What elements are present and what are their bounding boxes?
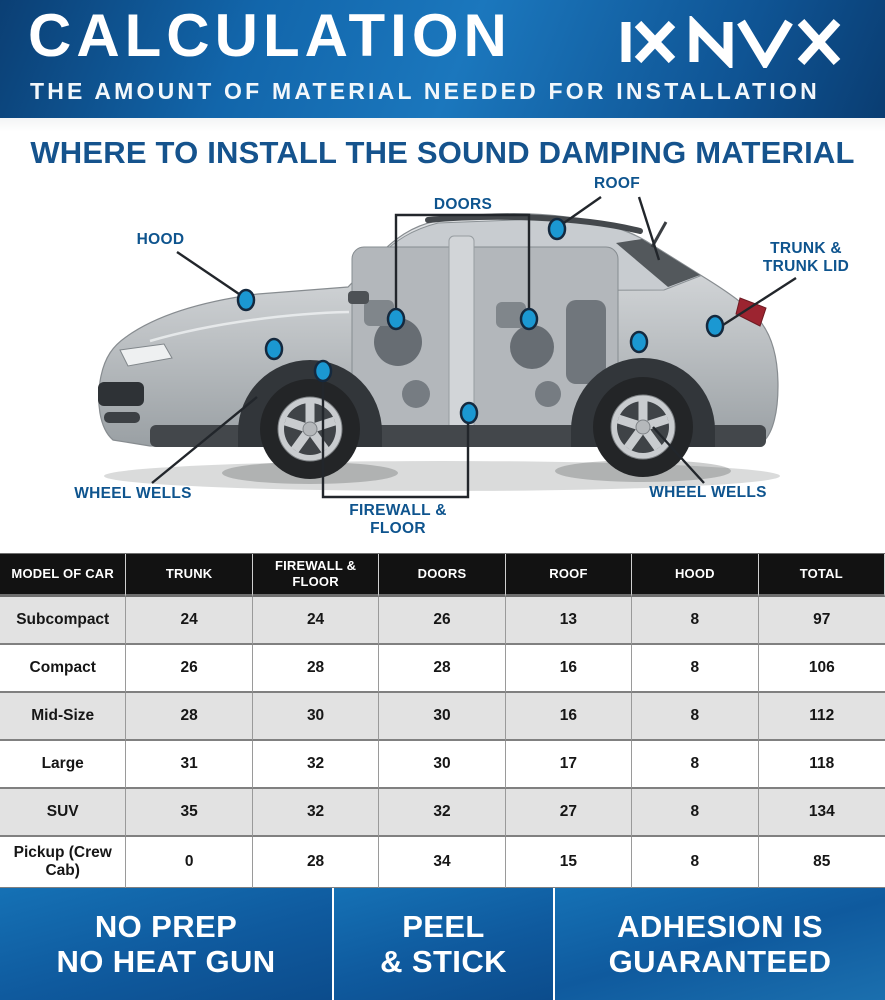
table-cell: 24 — [253, 597, 379, 645]
callout-label-firewall-floor: FIREWALL & FLOOR — [349, 502, 447, 537]
nvx-logo-icon — [626, 22, 672, 62]
table-cell: 26 — [379, 597, 505, 645]
table-cell-model: SUV — [0, 789, 126, 837]
benefit-peel-stick: PEEL & STICK — [334, 888, 553, 1000]
table-cell-model: Compact — [0, 645, 126, 693]
callout-label-wheel-wells-right: WHEEL WELLS — [649, 484, 767, 501]
table-cell-model: Large — [0, 741, 126, 789]
rear-door-marker-dot — [521, 309, 537, 329]
table-cell: 26 — [126, 645, 252, 693]
table-cell-total: 97 — [759, 597, 885, 645]
front-door-marker-dot — [388, 309, 404, 329]
car-mirror — [348, 291, 369, 304]
table-cell: 16 — [506, 645, 632, 693]
front-fender-marker-dot — [266, 339, 282, 359]
table-cell: 35 — [126, 789, 252, 837]
table-header-cell: ROOF — [506, 554, 632, 597]
car-fog-light — [104, 412, 140, 423]
trunk-marker-dot — [707, 316, 723, 336]
table-cell: 8 — [632, 741, 758, 789]
table-cell: 34 — [379, 837, 505, 889]
table-header-cell: TOTAL — [759, 554, 885, 597]
benefit-no-prep: NO PREP NO HEAT GUN — [0, 888, 332, 1000]
callout-label-hood: HOOD — [136, 231, 185, 248]
table-cell: 16 — [506, 693, 632, 741]
table-header-cell: MODEL OF CAR — [0, 554, 126, 597]
table-cell: 8 — [632, 597, 758, 645]
table-cell-model: Pickup (Crew Cab) — [0, 837, 126, 889]
table-cell: 30 — [379, 693, 505, 741]
table-header-cell: FIREWALL & FLOOR — [253, 554, 379, 597]
table-cell: 8 — [632, 837, 758, 889]
page-title: CALCULATION — [28, 2, 512, 69]
table-cell: 8 — [632, 693, 758, 741]
table-cell: 28 — [253, 837, 379, 889]
table-cell: 30 — [253, 693, 379, 741]
table-cell: 32 — [253, 789, 379, 837]
table-header-cell: DOORS — [379, 554, 505, 597]
table-cell: 30 — [379, 741, 505, 789]
table-cell: 28 — [379, 645, 505, 693]
material-amount-table — [0, 553, 885, 889]
benefit-adhesion: ADHESION IS GUARANTEED — [555, 888, 885, 1000]
car-grille — [98, 382, 144, 406]
table-cell: 17 — [506, 741, 632, 789]
callout-label-roof: ROOF — [594, 175, 640, 192]
hood-leader-line — [177, 252, 242, 296]
rear-wheel-well-marker-dot — [631, 332, 647, 352]
nvx-logo-letters — [694, 22, 837, 62]
header-banner — [0, 0, 885, 118]
rear-wheel — [593, 377, 693, 477]
front-wheel — [260, 379, 360, 479]
table-header-cell: TRUNK — [126, 554, 252, 597]
table-header-cell: HOOD — [632, 554, 758, 597]
table-cell: 28 — [126, 693, 252, 741]
table-cell: 27 — [506, 789, 632, 837]
table-cell: 15 — [506, 837, 632, 889]
table-cell: 28 — [253, 645, 379, 693]
table-cell: 13 — [506, 597, 632, 645]
table-cell: 8 — [632, 645, 758, 693]
floor-marker-dot — [461, 403, 477, 423]
table-cell-total: 118 — [759, 741, 885, 789]
table-cell: 32 — [379, 789, 505, 837]
callout-label-wheel-wells-left: WHEEL WELLS — [74, 485, 192, 502]
table-cell-total: 134 — [759, 789, 885, 837]
table-cell-total: 85 — [759, 837, 885, 889]
table-cell-total: 106 — [759, 645, 885, 693]
nvx-logo — [619, 16, 859, 68]
brand-text — [0, 0, 1, 1]
table-cell: 31 — [126, 741, 252, 789]
page-subtitle: THE AMOUNT OF MATERIAL NEEDED FOR INSTALLATION — [30, 78, 820, 104]
callout-label-trunk: TRUNK & TRUNK LID — [762, 240, 850, 275]
diagram-title: WHERE TO INSTALL THE SOUND DAMPING MATERIAL — [30, 135, 855, 170]
roof-marker-dot — [549, 219, 565, 239]
table-cell: 32 — [253, 741, 379, 789]
callout-label-doors: DOORS — [433, 196, 493, 213]
table-cell-model: Mid-Size — [0, 693, 126, 741]
benefits-footer — [0, 888, 885, 1000]
install-diagram-section — [0, 118, 885, 553]
hood-marker-dot — [238, 290, 254, 310]
table-cell-model: Subcompact — [0, 597, 126, 645]
firewall-marker-dot — [315, 361, 331, 381]
table-cell-total: 112 — [759, 693, 885, 741]
table-cell: 8 — [632, 789, 758, 837]
table-cell: 24 — [126, 597, 252, 645]
table-cell: 0 — [126, 837, 252, 889]
